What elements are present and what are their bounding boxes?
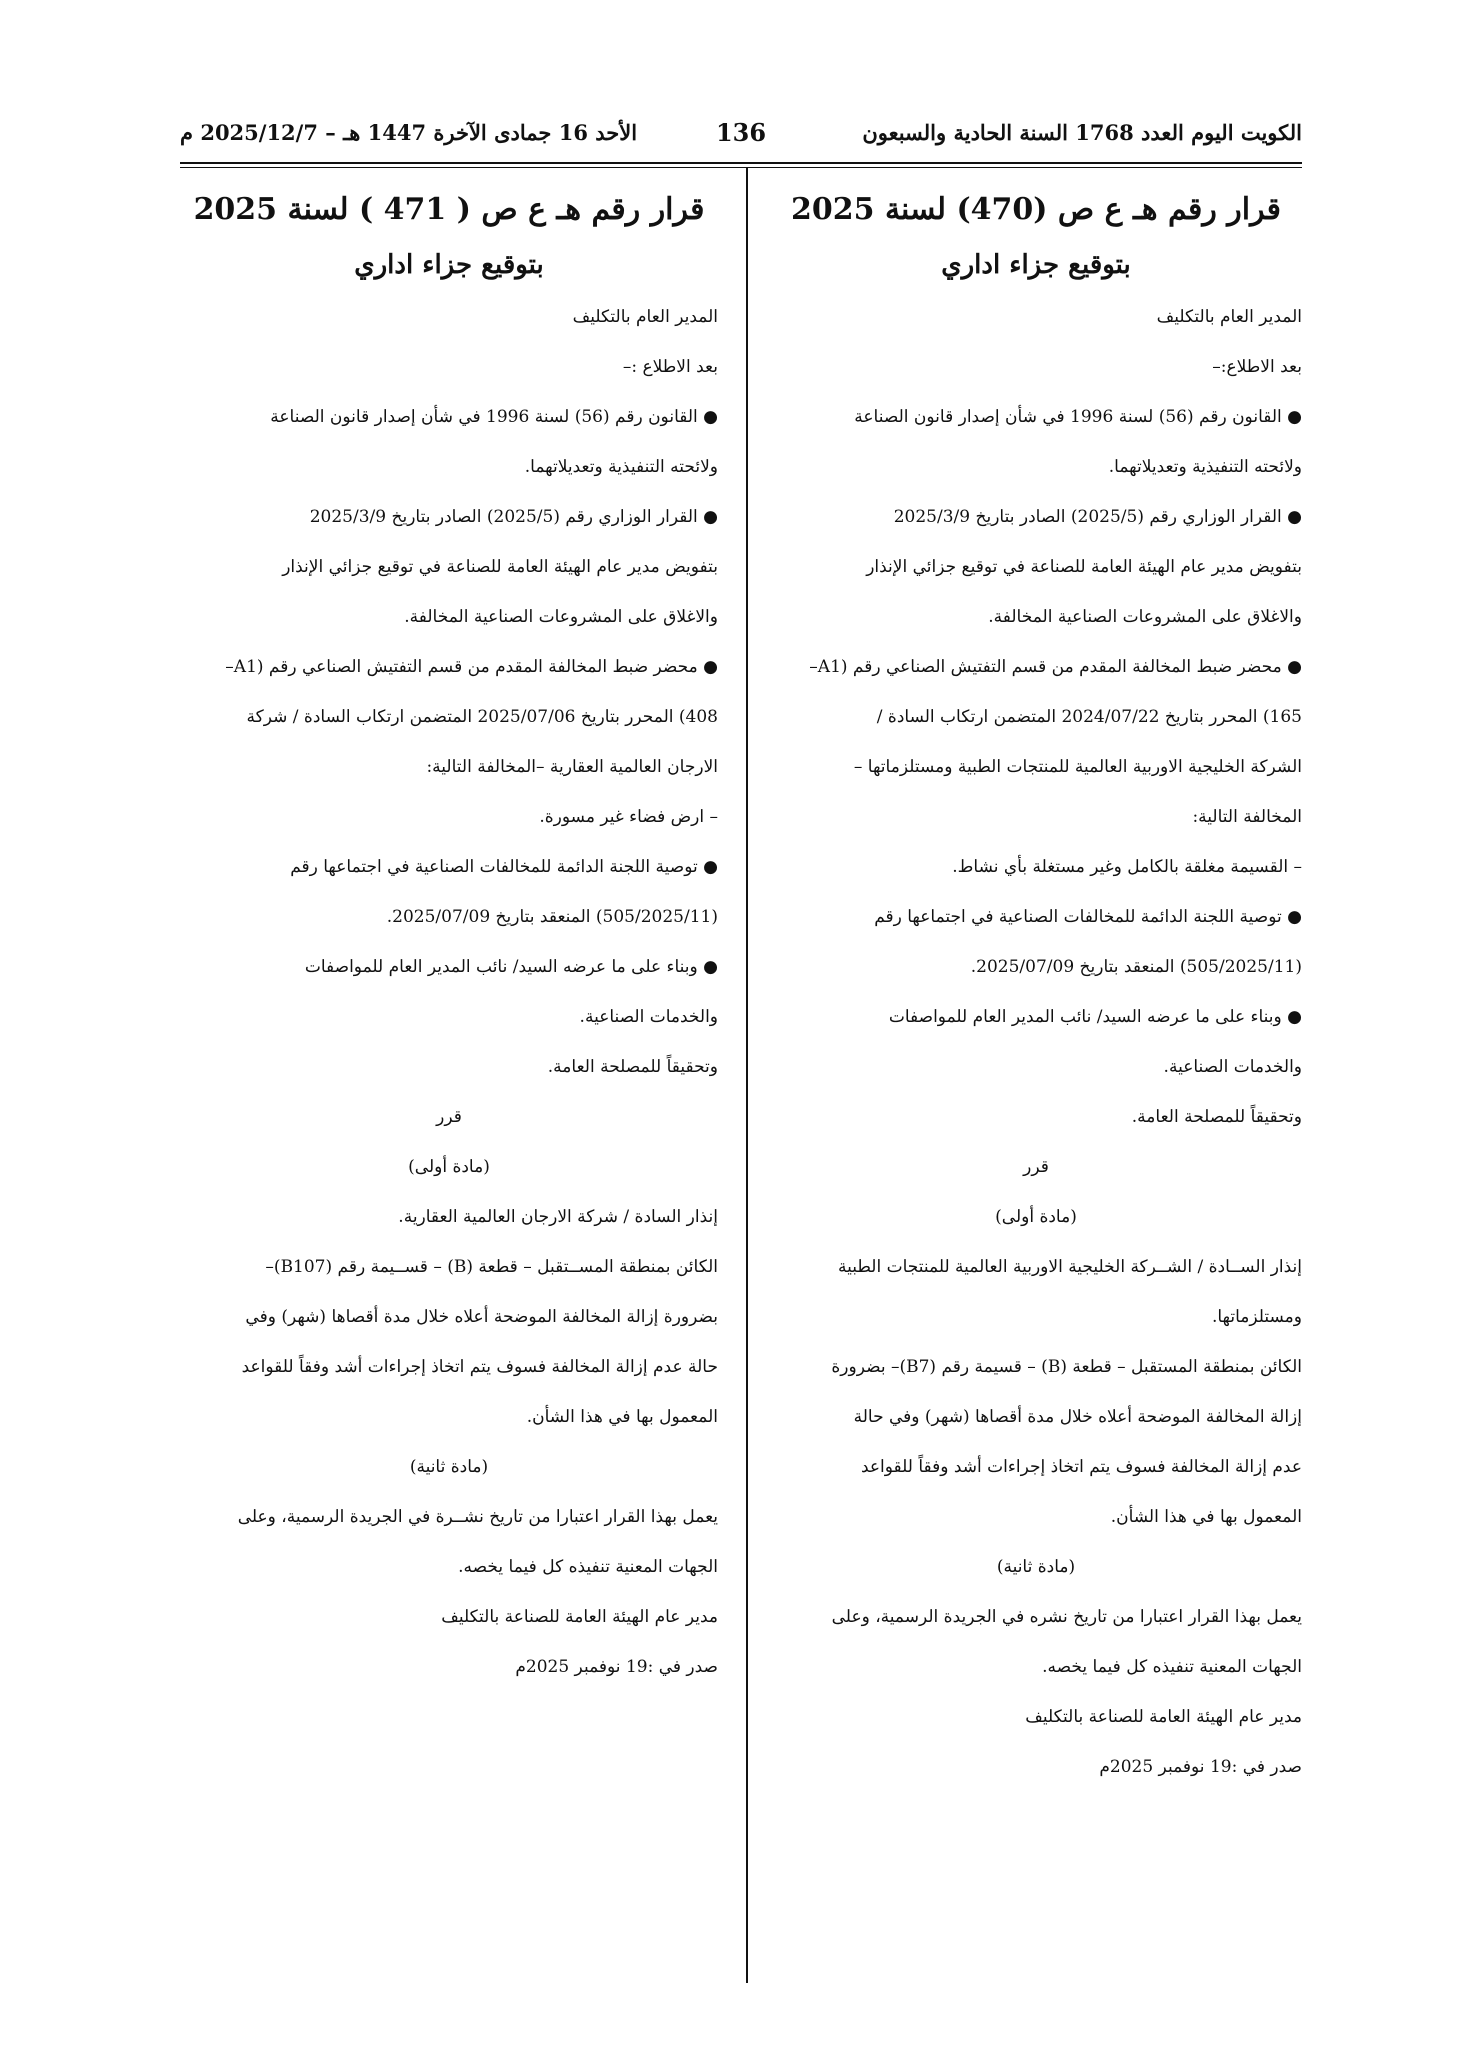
bullet-report-line2: 165) المحرر بتاريخ 2024/07/22 المتضمن ارتكاب السادة / [876, 707, 1302, 727]
article-one-line3: الكائن بمنطقة المستقبل – قطعة (B) – قسيمة رقم (B7)– بضرورة [831, 1357, 1302, 1377]
header-rule-thin [180, 167, 1302, 168]
decision-subtitle: بتوقيع جزاء اداري [941, 250, 1131, 280]
public-interest-line: وتحقيقاً للمصلحة العامة. [547, 1057, 718, 1077]
decision-body [180, 302, 718, 1682]
director-line: المدير العام بالتكليف [572, 307, 718, 327]
article-two-line1: يعمل بهذا القرار اعتبارا من تاريخ نشــرة في الجريدة الرسمية، وعلى [237, 1507, 718, 1527]
bullet-ministerial-line1: ● القرار الوزاري رقم (2025/5) الصادر بتاريخ 2025/3/9 [309, 507, 718, 527]
article-two-line2: الجهات المعنية تنفيذه كل فيما يخصه. [1042, 1657, 1302, 1677]
article-two-heading: (مادة ثانية) [996, 1557, 1076, 1577]
violation-line: – القسيمة مغلقة بالكامل وغير مستغلة بأي نشاط. [952, 857, 1302, 877]
decided-heading: قرر [436, 1107, 462, 1127]
signature-line: مدير عام الهيئة العامة للصناعة بالتكليف [441, 1607, 718, 1627]
bullet-ministerial-line3: والاغلاق على المشروعات الصناعية المخالفة. [404, 607, 718, 627]
bullet-ministerial-line1: ● القرار الوزاري رقم (2025/5) الصادر بتاريخ 2025/3/9 [893, 507, 1302, 527]
bullet-deputy-line2: والخدمات الصناعية. [1163, 1057, 1302, 1077]
bullet-deputy-line2: والخدمات الصناعية. [579, 1007, 718, 1027]
bullet-report-line1: ● محضر ضبط المخالفة المقدم من قسم التفتيش الصناعي رقم (A1– [225, 657, 718, 677]
bullet-ministerial-line2: بتفويض مدير عام الهيئة العامة للصناعة في توقيع جزائي الإنذار [866, 557, 1302, 577]
article-one-line2: ومستلزماتها. [1211, 1307, 1302, 1327]
violation-line: – ارض فضاء غير مسورة. [539, 807, 718, 827]
signature-line: مدير عام الهيئة العامة للصناعة بالتكليف [1025, 1707, 1302, 1727]
bullet-deputy-line1: ● وبناء على ما عرضه السيد/ نائب المدير العام للمواصفات [304, 957, 718, 977]
header-date: الأحد 16 جمادى الآخرة 1447 هـ – 2025/12/7 م [180, 120, 638, 145]
decision-title: قرار رقم هـ ع ص (470) لسنة 2025 [791, 192, 1281, 227]
article-two-heading: (مادة ثانية) [409, 1457, 489, 1477]
after-review-line: بعد الاطلاع :– [622, 357, 718, 377]
decision-471-column [180, 188, 718, 1682]
page-header [180, 120, 1302, 160]
article-two-line1: يعمل بهذا القرار اعتبارا من تاريخ نشره في الجريدة الرسمية، وعلى [831, 1607, 1302, 1627]
decision-subtitle: بتوقيع جزاء اداري [354, 250, 544, 280]
bullet-law-line2: ولائحته التنفيذية وتعديلاتهما. [524, 457, 718, 477]
bullet-ministerial-line3: والاغلاق على المشروعات الصناعية المخالفة. [988, 607, 1302, 627]
issued-date-line: صدر في :19 نوفمبر 2025م [515, 1657, 718, 1677]
article-one-line1: إنذار الســادة / الشــركة الخليجية الاوربية العالمية للمنتجات الطبية [837, 1257, 1302, 1277]
decision-body [770, 302, 1302, 1782]
bullet-committee-line2: (505/2025/11) المنعقد بتاريخ 2025/07/09. [970, 957, 1302, 977]
decided-heading: قرر [1023, 1157, 1049, 1177]
bullet-deputy-line1: ● وبناء على ما عرضه السيد/ نائب المدير العام للمواصفات [888, 1007, 1302, 1027]
column-divider [746, 168, 748, 1983]
article-one-line4: حالة عدم إزالة المخالفة فسوف يتم اتخاذ إجراءات أشد وفقاً للقواعد [241, 1357, 718, 1377]
decision-title: قرار رقم هـ ع ص ( 471 ) لسنة 2025 [193, 192, 705, 227]
article-one-line1: إنذار السادة / شركة الارجان العالمية العقارية. [398, 1207, 718, 1227]
bullet-report-line4: المخالفة التالية: [1192, 807, 1302, 827]
issued-date-line: صدر في :19 نوفمبر 2025م [1099, 1757, 1302, 1777]
public-interest-line: وتحقيقاً للمصلحة العامة. [1131, 1107, 1302, 1127]
bullet-committee-line1: ● توصية اللجنة الدائمة للمخالفات الصناعية في اجتماعها رقم [874, 907, 1302, 927]
bullet-ministerial-line2: بتفويض مدير عام الهيئة العامة للصناعة في توقيع جزائي الإنذار [282, 557, 718, 577]
article-one-heading: (مادة أولى) [995, 1207, 1077, 1227]
bullet-report-line3: الارجان العالمية العقارية –المخالفة التالية: [426, 757, 718, 777]
bullet-law-line2: ولائحته التنفيذية وتعديلاتهما. [1108, 457, 1302, 477]
article-one-line5: عدم إزالة المخالفة فسوف يتم اتخاذ إجراءات أشد وفقاً للقواعد [860, 1457, 1302, 1477]
bullet-report-line1: ● محضر ضبط المخالفة المقدم من قسم التفتيش الصناعي رقم (A1– [809, 657, 1302, 677]
article-one-line6: المعمول بها في هذا الشأن. [1110, 1507, 1302, 1527]
bullet-report-line3: الشركة الخليجية الاوربية العالمية للمنتجات الطبية ومستلزماتها – [853, 757, 1302, 777]
bullet-report-line2: 408) المحرر بتاريخ 2025/07/06 المتضمن ارتكاب السادة / شركة [246, 707, 718, 727]
after-review-line: بعد الاطلاع:– [1212, 357, 1302, 377]
header-issue-info: الكويت اليوم العدد 1768 السنة الحادية والسبعون [862, 120, 1302, 145]
article-one-line2: الكائن بمنطقة المســتقبل – قطعة (B) – قســيمة رقم (B107)– [265, 1257, 718, 1277]
bullet-law-line1: ● القانون رقم (56) لسنة 1996 في شأن إصدار قانون الصناعة [270, 407, 718, 427]
bullet-law-line1: ● القانون رقم (56) لسنة 1996 في شأن إصدار قانون الصناعة [854, 407, 1302, 427]
bullet-committee-line1: ● توصية اللجنة الدائمة للمخالفات الصناعية في اجتماعها رقم [290, 857, 718, 877]
decision-470-column [770, 188, 1302, 1782]
header-rule-thick [180, 162, 1302, 164]
article-one-line4: إزالة المخالفة الموضحة أعلاه خلال مدة أقصاها (شهر) وفي حالة [853, 1407, 1302, 1427]
header-page-number: 136 [715, 118, 767, 147]
article-one-line5: المعمول بها في هذا الشأن. [526, 1407, 718, 1427]
director-line: المدير العام بالتكليف [1156, 307, 1302, 327]
bullet-committee-line2: (505/2025/11) المنعقد بتاريخ 2025/07/09. [386, 907, 718, 927]
article-two-line2: الجهات المعنية تنفيذه كل فيما يخصه. [458, 1557, 718, 1577]
article-one-heading: (مادة أولى) [408, 1157, 490, 1177]
article-one-line3: بضرورة إزالة المخالفة الموضحة أعلاه خلال مدة أقصاها (شهر) وفي [245, 1307, 718, 1327]
